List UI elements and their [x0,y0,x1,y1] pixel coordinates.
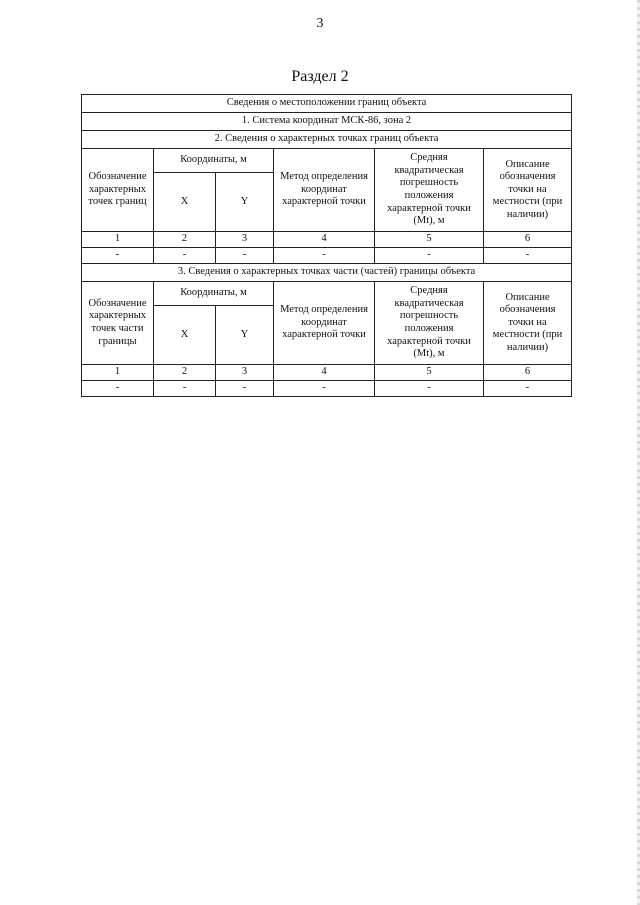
part2-col-coordinates: Координаты, м [154,149,274,173]
table-cell: 5 [375,232,484,248]
part2-number-row [82,232,572,248]
table-cell: - [274,381,375,397]
part2-value-row [82,248,572,264]
section-title: Раздел 2 [291,68,349,85]
table-cell: 3 [216,232,274,248]
table-cell: - [484,381,572,397]
table-cell: 2 [154,232,216,248]
table-cell: - [154,381,216,397]
table-cell: - [375,381,484,397]
table-cell: - [216,381,274,397]
table-cell: - [82,381,154,397]
page-number: 3 [316,16,324,31]
table-cell: 3 [216,365,274,381]
table-cell: 4 [274,232,375,248]
part2-col-y: Y [216,173,274,232]
table-cell: 5 [375,365,484,381]
table-cell: 2 [154,365,216,381]
part3-col-description: Описание обозначения точки на местности (при наличии) [484,282,572,365]
table-cell: - [82,248,154,264]
table-cell: 4 [274,365,375,381]
table-cell: - [216,248,274,264]
table-cell: 6 [484,232,572,248]
part2-col-designation: Обозначение характерных точек границ [82,149,154,232]
part3-col-coordinates: Координаты, м [154,282,274,306]
part3-col-error: Средняя квадратическая погрешность положения характерной точки (Mt), м [375,282,484,365]
part3-title: 3. Сведения о характерных точках части (частей) границы объекта [82,264,572,282]
boundary-table [81,94,572,397]
table-cell: 1 [82,365,154,381]
part2-col-description: Описание обозначения точки на местности (при наличии) [484,149,572,232]
part2-col-error: Средняя квадратическая погрешность положения характерной точки (Mt), м [375,149,484,232]
part3-col-y: Y [216,306,274,365]
table-cell: - [375,248,484,264]
part3-col-x: X [154,306,216,365]
table-cell: - [154,248,216,264]
part2-col-method: Метод определения координат характерной точки [274,149,375,232]
table-cell: 1 [82,232,154,248]
coordinate-system-row: 1. Система координат МСК-86, зона 2 [82,113,572,131]
part3-col-designation: Обозначение характерных точек части границы [82,282,154,365]
part3-value-row [82,381,572,397]
part3-number-row [82,365,572,381]
table-cell: - [274,248,375,264]
table-cell: - [484,248,572,264]
table-title: Сведения о местоположении границ объекта [82,95,572,113]
table-cell: 6 [484,365,572,381]
part2-title: 2. Сведения о характерных точках границ объекта [82,131,572,149]
part2-col-x: X [154,173,216,232]
part3-col-method: Метод определения координат характерной точки [274,282,375,365]
